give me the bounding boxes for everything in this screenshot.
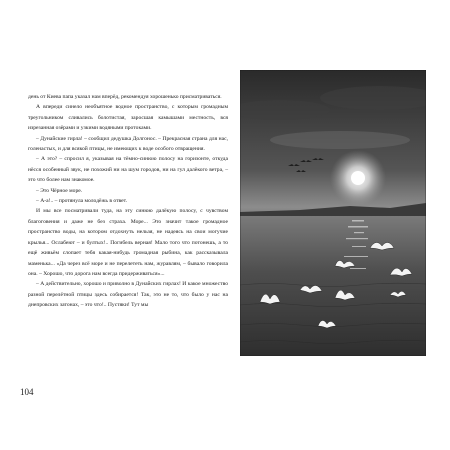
- seagulls-illustration: [240, 70, 426, 356]
- paragraph: – А-а!.. – протянула молодёжь в ответ.: [36, 198, 128, 205]
- paragraph: – Это Чёрное море.: [36, 187, 83, 194]
- body-text: [28, 92, 228, 311]
- left-page: [20, 92, 228, 432]
- right-page: [240, 70, 426, 370]
- paragraph: – Дунайские гирла! – сообщил дедушка Долгонос. – Прекрасная страна для нас, голенастых, и для всякой птицы, не имеющих к воде особого отвращения.: [28, 135, 228, 153]
- paragraph: день от Киева папа указал нам вперёд, рекомендуя хорошенько присматриваться.: [28, 94, 222, 100]
- sea: [240, 216, 426, 356]
- paragraph: А впереди синело необъятное водное пространство, с которым громадным треугольником сливались болотистая, заросшая камышами местность, вся изрезанная озёрами и узкими водяными протоками.: [28, 104, 228, 132]
- sun: [351, 171, 365, 185]
- page-number: 104: [20, 387, 34, 397]
- paragraph: И мы все посматривали туда, на эту синюю далёкую полосу, с чувством благоговения и даже не без страха. Море... Это значит такое громадное пространство воды, на котором отдохнуть нельзя, не надеясь на свои могучие крылья... Ослабеют – и бултых!.. Погибель верная! Мало того что потонешь, а то ещё живьём слопает тебя какая-нибудь громадная рыбина, как рассказывала маменька... «Да через всё море и не перелететь нам, журавлям, – бывало говорила она. – Хорошо, что дорога нам всегда придерживаться»...: [28, 208, 228, 277]
- paragraph: – А действительно, хорошо и приволно в Дунайских гирлах! И какое множество разной перелётной птицы здесь собирается! Так, это не то, что было у нас на днепровских затонах, – это что!.. Пустяки! Тут мы: [28, 281, 228, 309]
- paragraph: – А это? – спросил я, указывая на тёмно-синюю полосу на горизонте, откуда нёсся особенный звук, не похожий ни на шум городов, ни на гул далёкого ветра, – это что более нам знакомое.: [28, 156, 228, 184]
